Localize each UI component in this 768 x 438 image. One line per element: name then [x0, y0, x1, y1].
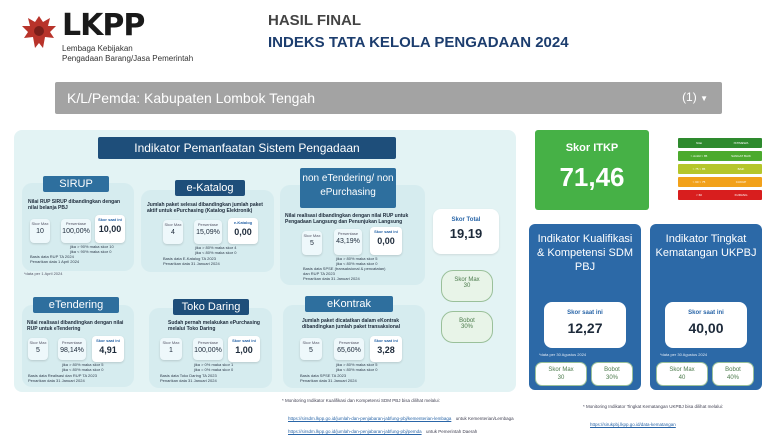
ekontrak-description: Jumlah paket dicatatkan dalam eKontrak dibandingkan jumlah paket transaksional	[302, 318, 401, 330]
toko-daring-date: Penarikan data 31 Januari 2024	[160, 378, 217, 383]
kualifikasi-title: Indikator Kualifikasi & Kompetensi SDM PBJ	[537, 233, 633, 273]
etendering-description: Nilai realisasi dibandingkan dengan nilai RUP untuk eTendering	[27, 320, 124, 332]
kualifikasi-weight-label: Bobot	[604, 367, 620, 373]
legend-row	[678, 164, 762, 174]
footnote-link-pemda	[288, 420, 477, 438]
toko-daring-max	[160, 338, 182, 360]
non-etendering-score	[370, 227, 402, 255]
itkp-score-card	[535, 130, 649, 210]
selector-count	[682, 90, 708, 104]
logo-subtitle-line-2: Pengadaan Barang/Jasa Pemerintah	[62, 54, 194, 63]
etendering-score-label: Skor saat ini	[96, 338, 120, 343]
kualifikasi-weight	[591, 362, 633, 386]
ekatalog-rules	[195, 245, 255, 255]
non-etendering-score-label: Skor saat ini	[374, 229, 398, 234]
legend-category: BAIK	[737, 167, 745, 171]
etendering-max-value: 5	[36, 347, 40, 354]
non-etendering-base-1: Basis data SPSE (transaksional & pencatatan)	[303, 266, 386, 271]
ekatalog-percentage	[194, 220, 222, 244]
kematangan-score-value: 40,00	[688, 320, 724, 336]
toko-daring-rules	[194, 362, 264, 372]
ekatalog-score-label: e-Katalog	[233, 220, 253, 225]
sirup-score-label: Skor saat ini	[98, 217, 122, 222]
legend-row	[678, 151, 762, 161]
legend-range: > 60 > 75	[692, 180, 706, 184]
kualifikasi-score-label: Skor saat ini	[567, 310, 603, 316]
non-etendering-rules	[336, 256, 406, 266]
ekatalog-source	[163, 256, 273, 266]
sirup-rule-2: jika < 90% maka skor 0	[70, 249, 112, 254]
kematangan-note: *data per 30 Agustus 2024	[660, 352, 708, 357]
toko-daring-tag: Toko Daring	[173, 299, 249, 315]
system-usage-max-score	[441, 270, 493, 302]
etendering-date: Penarikan data 31 Januari 2024	[28, 378, 85, 383]
non-etendering-rule-1: jika > 80% maka skor 5	[336, 256, 378, 261]
ekatalog-date: Penarikan data 31 Januari 2024	[163, 261, 220, 266]
sirup-score-value: 10,00	[98, 224, 122, 234]
kematangan-title: Indikator Tingkat Kematangan UKPBJ	[655, 233, 757, 259]
kualifikasi-score-value: 12,27	[567, 320, 603, 336]
non-etendering-max	[302, 231, 322, 255]
toko-daring-rule-2: jika = 0% maka skor 0	[194, 367, 234, 372]
ekontrak-pct-label: Persentase	[338, 340, 360, 345]
itkp-label: Skor ITKP	[565, 142, 619, 154]
kualifikasi-max-value: 30	[557, 375, 565, 381]
sirup-tag: SIRUP	[43, 176, 109, 192]
ekontrak-score-label: Skor saat ini	[374, 338, 398, 343]
logo-subtitle	[62, 44, 193, 64]
legend-category: ISTIMEWA	[733, 141, 749, 145]
score-legend	[678, 138, 762, 203]
legend-category: KURANG	[734, 193, 748, 197]
etendering-max	[28, 338, 48, 360]
etendering-rules	[62, 362, 122, 372]
toko-daring-score	[228, 336, 260, 362]
ekatalog-base: Basis data E-Katalog TA 2023	[163, 256, 216, 261]
system-usage-total-score	[433, 209, 499, 254]
legend-category: SANGAT BAIK	[731, 154, 751, 158]
ekatalog-pct-label: Persentase	[197, 222, 219, 227]
ekontrak-max-value: 5	[309, 347, 313, 354]
etendering-rule-1: jika > 80% maka skor 5	[62, 362, 104, 367]
ekontrak-percentage	[334, 338, 364, 360]
ekontrak-max-label: Skor Max	[302, 340, 320, 345]
toko-daring-score-value: 1,00	[235, 345, 253, 355]
legend-range: > 75 > 85	[692, 167, 706, 171]
sirup-rule-1: jika > 90% maka skor 10	[70, 244, 114, 249]
sirup-pct-value: 100,00%	[62, 228, 90, 235]
panel-max-label: Skor Max	[454, 277, 480, 283]
ekontrak-score	[370, 336, 402, 362]
kematangan-weight	[712, 362, 754, 386]
selector-count-text: (1)	[682, 90, 697, 104]
ekontrak-pct-value: 65,60%	[337, 347, 361, 354]
ekontrak-rule-1: jika > 80% maka skor 5	[336, 362, 378, 367]
sdm-kl-suffix: untuk Kementerian/Lembaga	[455, 416, 514, 421]
non-etendering-max-value: 5	[310, 240, 314, 247]
chevron-down-icon: ▼	[700, 94, 708, 103]
entity-selector[interactable]	[55, 82, 722, 114]
etendering-max-label: Skor Max	[29, 340, 47, 345]
non-etendering-date: Penarikan data 31 Januari 2024	[303, 276, 360, 281]
ekatalog-rule-2: jika < 80% maka skor 0	[195, 250, 237, 255]
ekatalog-description: Jumlah paket selesai dibandingkan jumlah paket aktif untuk ePurchasing (Katalog Elektronik)	[147, 202, 263, 214]
system-usage-panel-title: Indikator Pemanfaatan Sistem Pengadaan	[98, 137, 396, 159]
non-etendering-base-2: dan RUP TA 2023	[303, 271, 335, 276]
kualifikasi-score	[544, 302, 626, 348]
toko-daring-percentage	[193, 338, 223, 360]
ekontrak-source	[300, 373, 420, 383]
toko-daring-max-value: 1	[169, 347, 173, 354]
kematangan-weight-label: Bobot	[725, 367, 741, 373]
etendering-base: Basis data Realisasi dan RUP TA 2023	[28, 373, 97, 378]
sirup-source	[30, 254, 130, 264]
toko-daring-source	[160, 373, 270, 383]
ekontrak-max	[300, 338, 322, 360]
non-etendering-rule-2: jika < 80% maka skor 0	[336, 261, 378, 266]
sdm-pemda-link[interactable]: https://sirsdm.lkpp.go.id/jumlah-dan-penjabaran-jabfung-pbj/pemda	[288, 429, 422, 434]
data-note: *data per 1 April 2024	[24, 271, 63, 276]
ekatalog-pct-value: 15,09%	[196, 229, 220, 236]
non-etendering-pct-label: Persentase	[337, 231, 359, 236]
ekontrak-rules	[336, 362, 406, 372]
sirup-pct-label: Persentase	[65, 221, 87, 226]
ekontrak-base: Basis data SPSE TA 2023	[300, 373, 347, 378]
ekatalog-max	[163, 220, 183, 244]
selector-prefix: K/L/Pemda	[67, 90, 137, 106]
ekatalog-tag: e-Katalog	[175, 180, 245, 196]
legend-category: CUKUP	[735, 180, 747, 184]
footnote-link-ukpbj	[590, 413, 676, 431]
kematangan-max-label: Skor Max	[669, 367, 695, 373]
selector-value: : Kabupaten Lombok Tengah	[136, 90, 316, 106]
legend-row	[678, 138, 762, 148]
itkp-value: 71,46	[559, 162, 625, 192]
toko-daring-score-label: Skor saat ini	[232, 338, 256, 343]
ekontrak-date: Penarikan data 31 Januari 2024	[300, 378, 357, 383]
etendering-score	[92, 336, 124, 362]
kematangan-max-value: 40	[678, 375, 686, 381]
toko-daring-rule-1: jika > 0% maka skor 1	[194, 362, 234, 367]
sirup-score	[95, 215, 125, 243]
etendering-score-value: 4,91	[99, 345, 117, 355]
non-etendering-pct-value: 43,19%	[336, 238, 360, 245]
ukpbj-link[interactable]: https://sirukpbj.lkpp.go.id/data-kematangan	[590, 422, 676, 427]
total-score-label: Skor Total	[451, 217, 481, 223]
sirup-date: Penarikan data 1 April 2024	[30, 259, 80, 264]
ekontrak-tag: eKontrak	[305, 296, 393, 312]
ekontrak-rule-2: jika < 80% maka skor 0	[336, 367, 378, 372]
sirup-rules	[70, 244, 125, 254]
sirup-max-value: 10	[36, 228, 44, 235]
toko-daring-pct-value: 100,00%	[194, 347, 222, 354]
toko-daring-description: Sudah pernah melakukan ePurchasing melalui Toko Daring	[168, 320, 260, 332]
logo-subtitle-line-1: Lembaga Kebijakan	[62, 44, 133, 53]
ekatalog-rule-1: jika > 80% maka skor 4	[195, 245, 237, 250]
etendering-source	[28, 373, 133, 383]
kualifikasi-weight-value: 30%	[605, 375, 618, 381]
sdm-kl-link[interactable]: https://sirsdm.lkpp.go.id/jumlah-dan-penjabaran-jabfung-pbj/kementerian-lembaga	[288, 416, 452, 421]
ekatalog-max-label: Skor Max	[164, 222, 182, 227]
ekontrak-score-value: 3,28	[377, 345, 395, 355]
panel-weight-label: Bobot	[459, 318, 475, 324]
sirup-description: Nilai RUP SIRUP dibandingkan dengan nilai belanja PBJ	[28, 199, 121, 211]
toko-daring-pct-label: Persentase	[197, 340, 219, 345]
page-title: INDEKS TATA KELOLA PENGADAAN 2024	[268, 34, 569, 51]
entity-selector-label	[67, 90, 315, 106]
legend-row	[678, 190, 762, 200]
panel-max-value: 30	[463, 283, 471, 289]
kematangan-max	[656, 362, 708, 386]
etendering-percentage	[58, 338, 86, 360]
sirup-percentage	[61, 219, 91, 243]
kematangan-weight-value: 40%	[726, 375, 739, 381]
legend-range: < 60	[696, 193, 702, 197]
non-etendering-description: Nilai realisasi dibandingkan dengan nilai RUP untuk Pengadaan Langsung dan Penunjukan Langsung	[285, 213, 409, 225]
non-etendering-source	[303, 266, 421, 281]
etendering-tag: eTendering	[33, 297, 119, 313]
sdm-pemda-suffix: untuk Pemerintah Daerah	[426, 429, 478, 434]
total-score-value: 19,19	[449, 226, 483, 241]
etendering-rule-2: jika < 80% maka skor 0	[62, 367, 104, 372]
panel-weight-value: 30%	[460, 324, 473, 330]
legend-row	[678, 177, 762, 187]
sirup-base: Basis data RUP TA 2024	[30, 254, 74, 259]
kualifikasi-max	[535, 362, 587, 386]
sirup-max	[30, 219, 50, 243]
legend-range: > Ambil > 85	[690, 154, 708, 158]
non-etendering-score-value: 0,00	[377, 236, 395, 246]
kualifikasi-note: *data per 30 Agustus 2024	[539, 352, 587, 357]
ekatalog-max-value: 4	[171, 229, 175, 236]
toko-daring-base: Basis data Toko Daring TA 2023	[160, 373, 217, 378]
kematangan-score	[665, 302, 747, 348]
footnote-ukpbj: * Monitoring Indikator Tingkat Kematangan UKPBJ bisa dilihat melalui:	[583, 404, 724, 409]
system-usage-weight	[441, 311, 493, 343]
non-etendering-tag: non eTendering/ non ePurchasing	[300, 168, 396, 208]
kematangan-score-label: Skor saat ini	[688, 310, 724, 316]
non-etendering-percentage	[334, 229, 362, 255]
sirup-max-label: Skor Max	[31, 221, 49, 226]
kualifikasi-max-label: Skor Max	[548, 367, 574, 373]
ekatalog-score	[228, 218, 258, 244]
non-etendering-max-label: Skor Max	[303, 233, 321, 238]
garuda-logo-icon	[20, 12, 58, 56]
etendering-pct-value: 98,14%	[60, 347, 84, 354]
toko-daring-max-label: Skor Max	[162, 340, 180, 345]
logo-text: LKPP	[62, 8, 145, 43]
legend-range: Nilai	[696, 141, 702, 145]
etendering-pct-label: Persentase	[61, 340, 83, 345]
ekatalog-score-value: 0,00	[234, 227, 252, 237]
header-kicker: HASIL FINAL	[268, 12, 362, 29]
footnote-sdm: * Monitoring Indikator Kualifikasi dan Kompetensi SDM PBJ bisa dilihat melalui:	[282, 398, 440, 403]
